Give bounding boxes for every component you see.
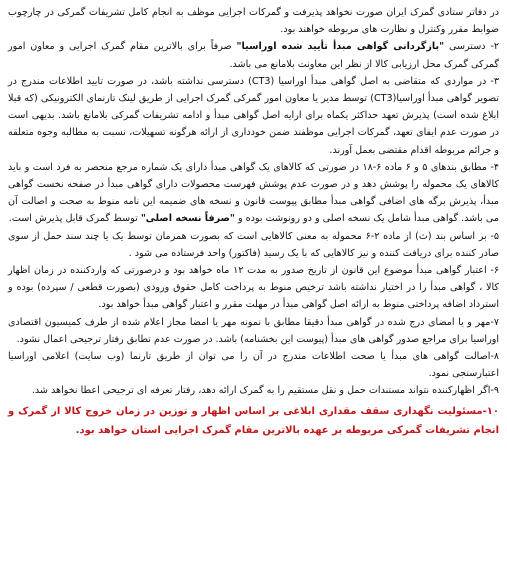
- text-segment: ۶- اعتبار گواهی مبدأ موضوع این قانون از تاریخ صدور به مدت ۱۲ ماه خواهد بود و درصورتی که واردکننده در زمان اظهار کالا ، گواهی مبدأ را در اختیار نداشته باشد ترخیص منوط به پرداخت کامل حقوق ورودی (بصورت قطعی / سپرده) بوده و استرداد اضافه پرداختی منوط به ارائه اصل گواهی مبدأ در مهلت مقرر و اعتبار گواهی مبدأ خواهد بود.: [8, 265, 500, 311]
- text-segment: در دفاتر ستادی گمرک ایران صورت نخواهد پذیرفت و گمرکات اجرایی موظف به انجام کامل تشریفات گمرکی در چارچوب ضوابط مقرر وکنترل و نظارت های مربوطه خواهند بود.: [8, 7, 499, 36]
- text-segment: صرفاً برای بالاترین مقام گمرک اجرایی و معاون امور گمرکی گمرک محل ارزیابی کالا از نظر این معاونت بلامانع می باشد.: [8, 41, 499, 70]
- text-segment: ۲- دسترسی: [444, 41, 500, 53]
- paragraph-p8: [8, 348, 499, 382]
- paragraph-p3: [8, 73, 499, 159]
- bold-quote: "صرفاً نسخه اصلی": [140, 213, 235, 225]
- text-segment: توسط گمرک قابل پذیرش است.: [8, 213, 141, 225]
- paragraph-p1: [8, 4, 499, 38]
- text-segment: ۹-اگر اظهارکننده نتواند مستندات حمل و نقل مستقیم را به گمرک ارائه دهد، رفتار تعرفه ای ترجیحی اعطا نخواهد شد.: [31, 385, 499, 397]
- final-paragraph: ۱۰-مسئولیت نگهداری سقف مقداری ابلاغی بر اساس اظهار و توزین در زمان خروج کالا از گمرک و انجام تشریفات گمرکی مربوطه بر عهده بالاترین مقام گمرک اجرایی استان خواهد بود.: [8, 405, 499, 436]
- text-segment: ۳- در مواردی که متقاضی به اصل گواهی مبدأ اوراسیا (CT3) دسترسی نداشته باشد، در صورت تایید اطلاعات مندرج در تصویر گواهی مبدأ اوراسیا(CT3) توسط مدیر یا معاون امور گمرکی گمرک اجرایی از طریق لینک تارنمای الکترونیکی (که قبلا ابلاغ شده است) پذیرش تعهد حداکثر یکماه برای ارایه اصل گواهی مبدأ و ادامه تشریفات گمرکی بلامانع باشد. بدیهی است در صورت عدم ایفای تعهد، گمرکات اجرایی موظفند ضمن خودداری از ارائه هرگونه تسهیلات، نسبت به مطالبه وجوه متعلقه و جرائم مربوطه اقدام مقتضی بعمل آورند.: [8, 75, 499, 156]
- paragraph-p9: [8, 382, 499, 399]
- text-segment: ۸-اصالت گواهی های مبدأ یا صحت اطلاعات مندرج در آن را می توان از طریق تارنما (وب سایت) اعلامی اوراسیا اعتبارسنجی نمود.: [8, 351, 499, 380]
- text-segment: ۴- مطابق بندهای ۵ و ۶ ماده ۶-۱۸ در صورتی که کالاهای یک گواهی مبدأ دارای یک شماره مرجع منحصر به فرد است و باید کالاهای یک محموله را پوشش دهد و در صورت عدم پوشش فهرست محصولات دارای گواهی مبدأ در صفحه نخست گواهی مبدأ، پذیرش برگه های اضافی گواهی مبدأ مطابق پیوست قانون و نسخه های ضمیمه این نامه منوط به صحت و اصالت آن می باشد. گواهی مبدأ شامل یک نسخه اصلی و دو رونوشت بوده و: [8, 161, 499, 225]
- paragraph-p7: [8, 314, 499, 348]
- paragraph-p2: [8, 38, 499, 72]
- bold-quote: "بازگردانی گواهی مبدأ تأیید شده اوراسیا": [236, 41, 445, 53]
- paragraph-list: [8, 4, 499, 400]
- text-segment: ۷-مهر و یا امضای درج شده در گواهی مبدأ دقیقا مطابق با نمونه مهر یا امضا مجاز اعلام شده از طرف کمیسیون اقتصادی اوراسیا برای مراجع صدور گواهی های مبدأ (پیوست این بخشنامه) باشد. در صورت عدم تطابق رفتار ترجیحی اعمال نشود.: [8, 316, 499, 345]
- text-segment: ۵- بر اساس بند (ث) از ماده ۲-۶ محموله به معنی کالاهایی است که بصورت همزمان توسط یک یا چند سند حمل از سوی صادر کننده برای دریافت کننده و نیز کالاهایی که با یک رسید (فاکتور) واحد فرستاده می شود .: [8, 230, 499, 259]
- paragraph-p6: [8, 262, 499, 314]
- paragraph-p4: [8, 159, 499, 228]
- paragraph-p5: [8, 228, 499, 262]
